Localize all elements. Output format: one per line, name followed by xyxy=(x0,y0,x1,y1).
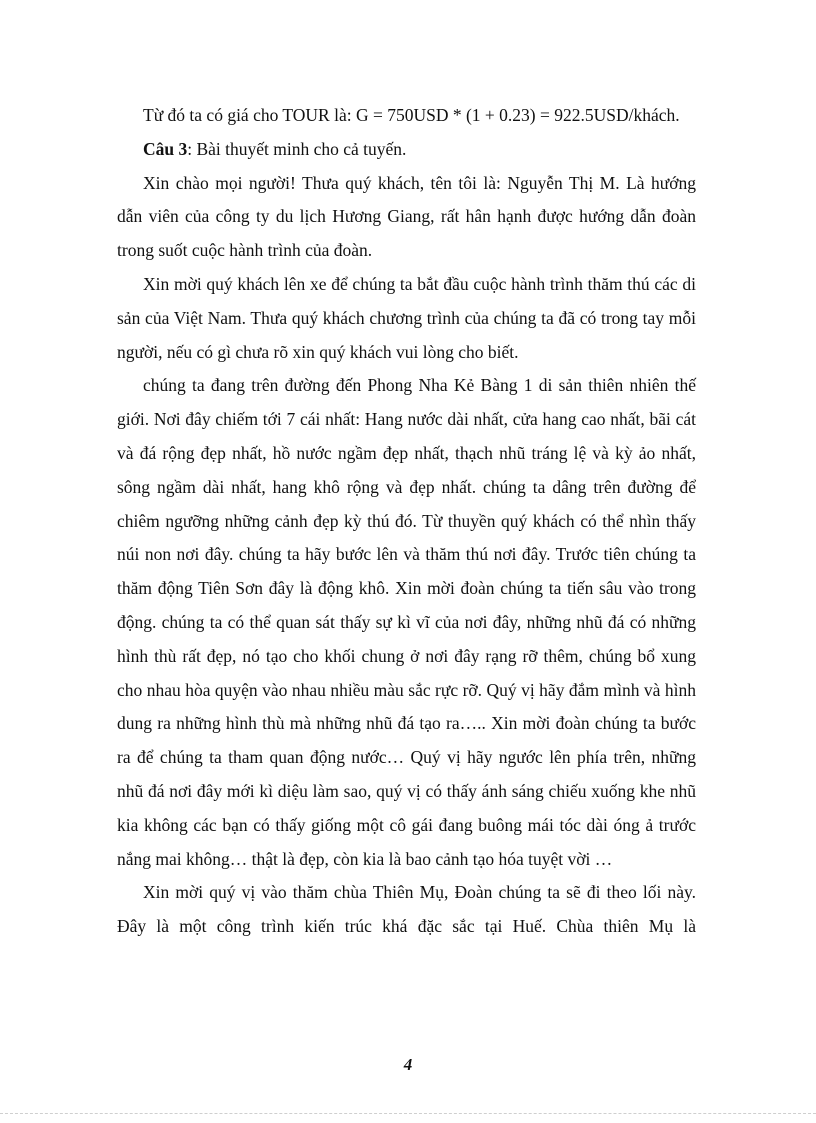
paragraph-thien-mu: Xin mời quý vị vào thăm chùa Thiên Mụ, Đoàn chúng ta sẽ đi theo lối này. Đây là một công trình kiến trúc khá đặc sắc tại Huế. Chùa thiên Mụ là xyxy=(117,882,696,937)
page-border xyxy=(0,1113,816,1114)
paragraph-question-3 xyxy=(117,133,696,167)
question-label: Câu 3 xyxy=(143,138,188,159)
page-body xyxy=(117,99,696,944)
paragraph-phong-nha: chúng ta đang trên đường đến Phong Nha Kẻ Bàng 1 di sản thiên nhiên thế giới. Nơi đây chiếm tới 7 cái nhất: Hang nước dài nhất, cửa hang cao nhất, bãi cát và đá rộng đẹp nhất, hồ nước ngầm đẹp nhất, thạch nhũ tráng lệ và kỳ ảo nhất, sông ngầm dài nhất, hang khô rộng và đẹp nhất. chúng ta dâng trên đường để chiêm ngưỡng những cảnh đẹp kỳ thú đó. Từ thuyền quý khách có thể nhìn thấy núi non nơi đây. chúng ta hãy bước lên và thăm thú nơi đây. Trước tiên chúng ta thăm động Tiên Sơn đây là động khô. Xin mời đoàn chúng ta tiến sâu vào trong động. chúng ta có thể quan sát thấy sự kì vĩ của nơi đây, những nhũ đá có những hình thù rất đẹp, nó tạo cho khối chung ở nơi đây rạng rỡ thêm, chúng bổ xung cho nhau hòa quyện vào nhau nhiều màu sắc rực rỡ. Quý vị hãy đắm mình và hình dung ra những hình thù mà những nhũ đá tạo ra….. Xin mời đoàn chúng ta bước ra để chúng ta tham quan động nước… Quý vị hãy ngước lên phía trên, những nhũ đá nơi đây mới kì diệu làm sao, quý vị có thấy ánh sáng chiếu xuống khe nhũ kia không các bạn có thấy giống một cô gái đang buông mái tóc dài óng ả trước nắng mai không… thật là đẹp, còn kia là bao cảnh tạo hóa tuyệt vời … xyxy=(117,375,696,869)
paragraph-greeting: Xin chào mọi người! Thưa quý khách, tên tôi là: Nguyễn Thị M. Là hướng dẫn viên của công ty du lịch Hương Giang, rất hân hạnh được hướng dẫn đoàn trong suốt cuộc hành trình của đoàn. xyxy=(117,172,696,261)
page-number: 4 xyxy=(403,1055,413,1074)
paragraph-price: Từ đó ta có giá cho TOUR là: G = 750USD * (1 + 0.23) = 922.5USD/khách. xyxy=(143,105,680,125)
paragraph-invitation: Xin mời quý khách lên xe để chúng ta bắt đầu cuộc hành trình thăm thú các di sản của Việt Nam. Thưa quý khách chương trình của chúng ta đã có trong tay mỗi người, nếu có gì chưa rõ xin quý khách vui lòng cho biết. xyxy=(117,273,696,362)
question-text: : Bài thuyết minh cho cả tuyến. xyxy=(187,138,407,159)
